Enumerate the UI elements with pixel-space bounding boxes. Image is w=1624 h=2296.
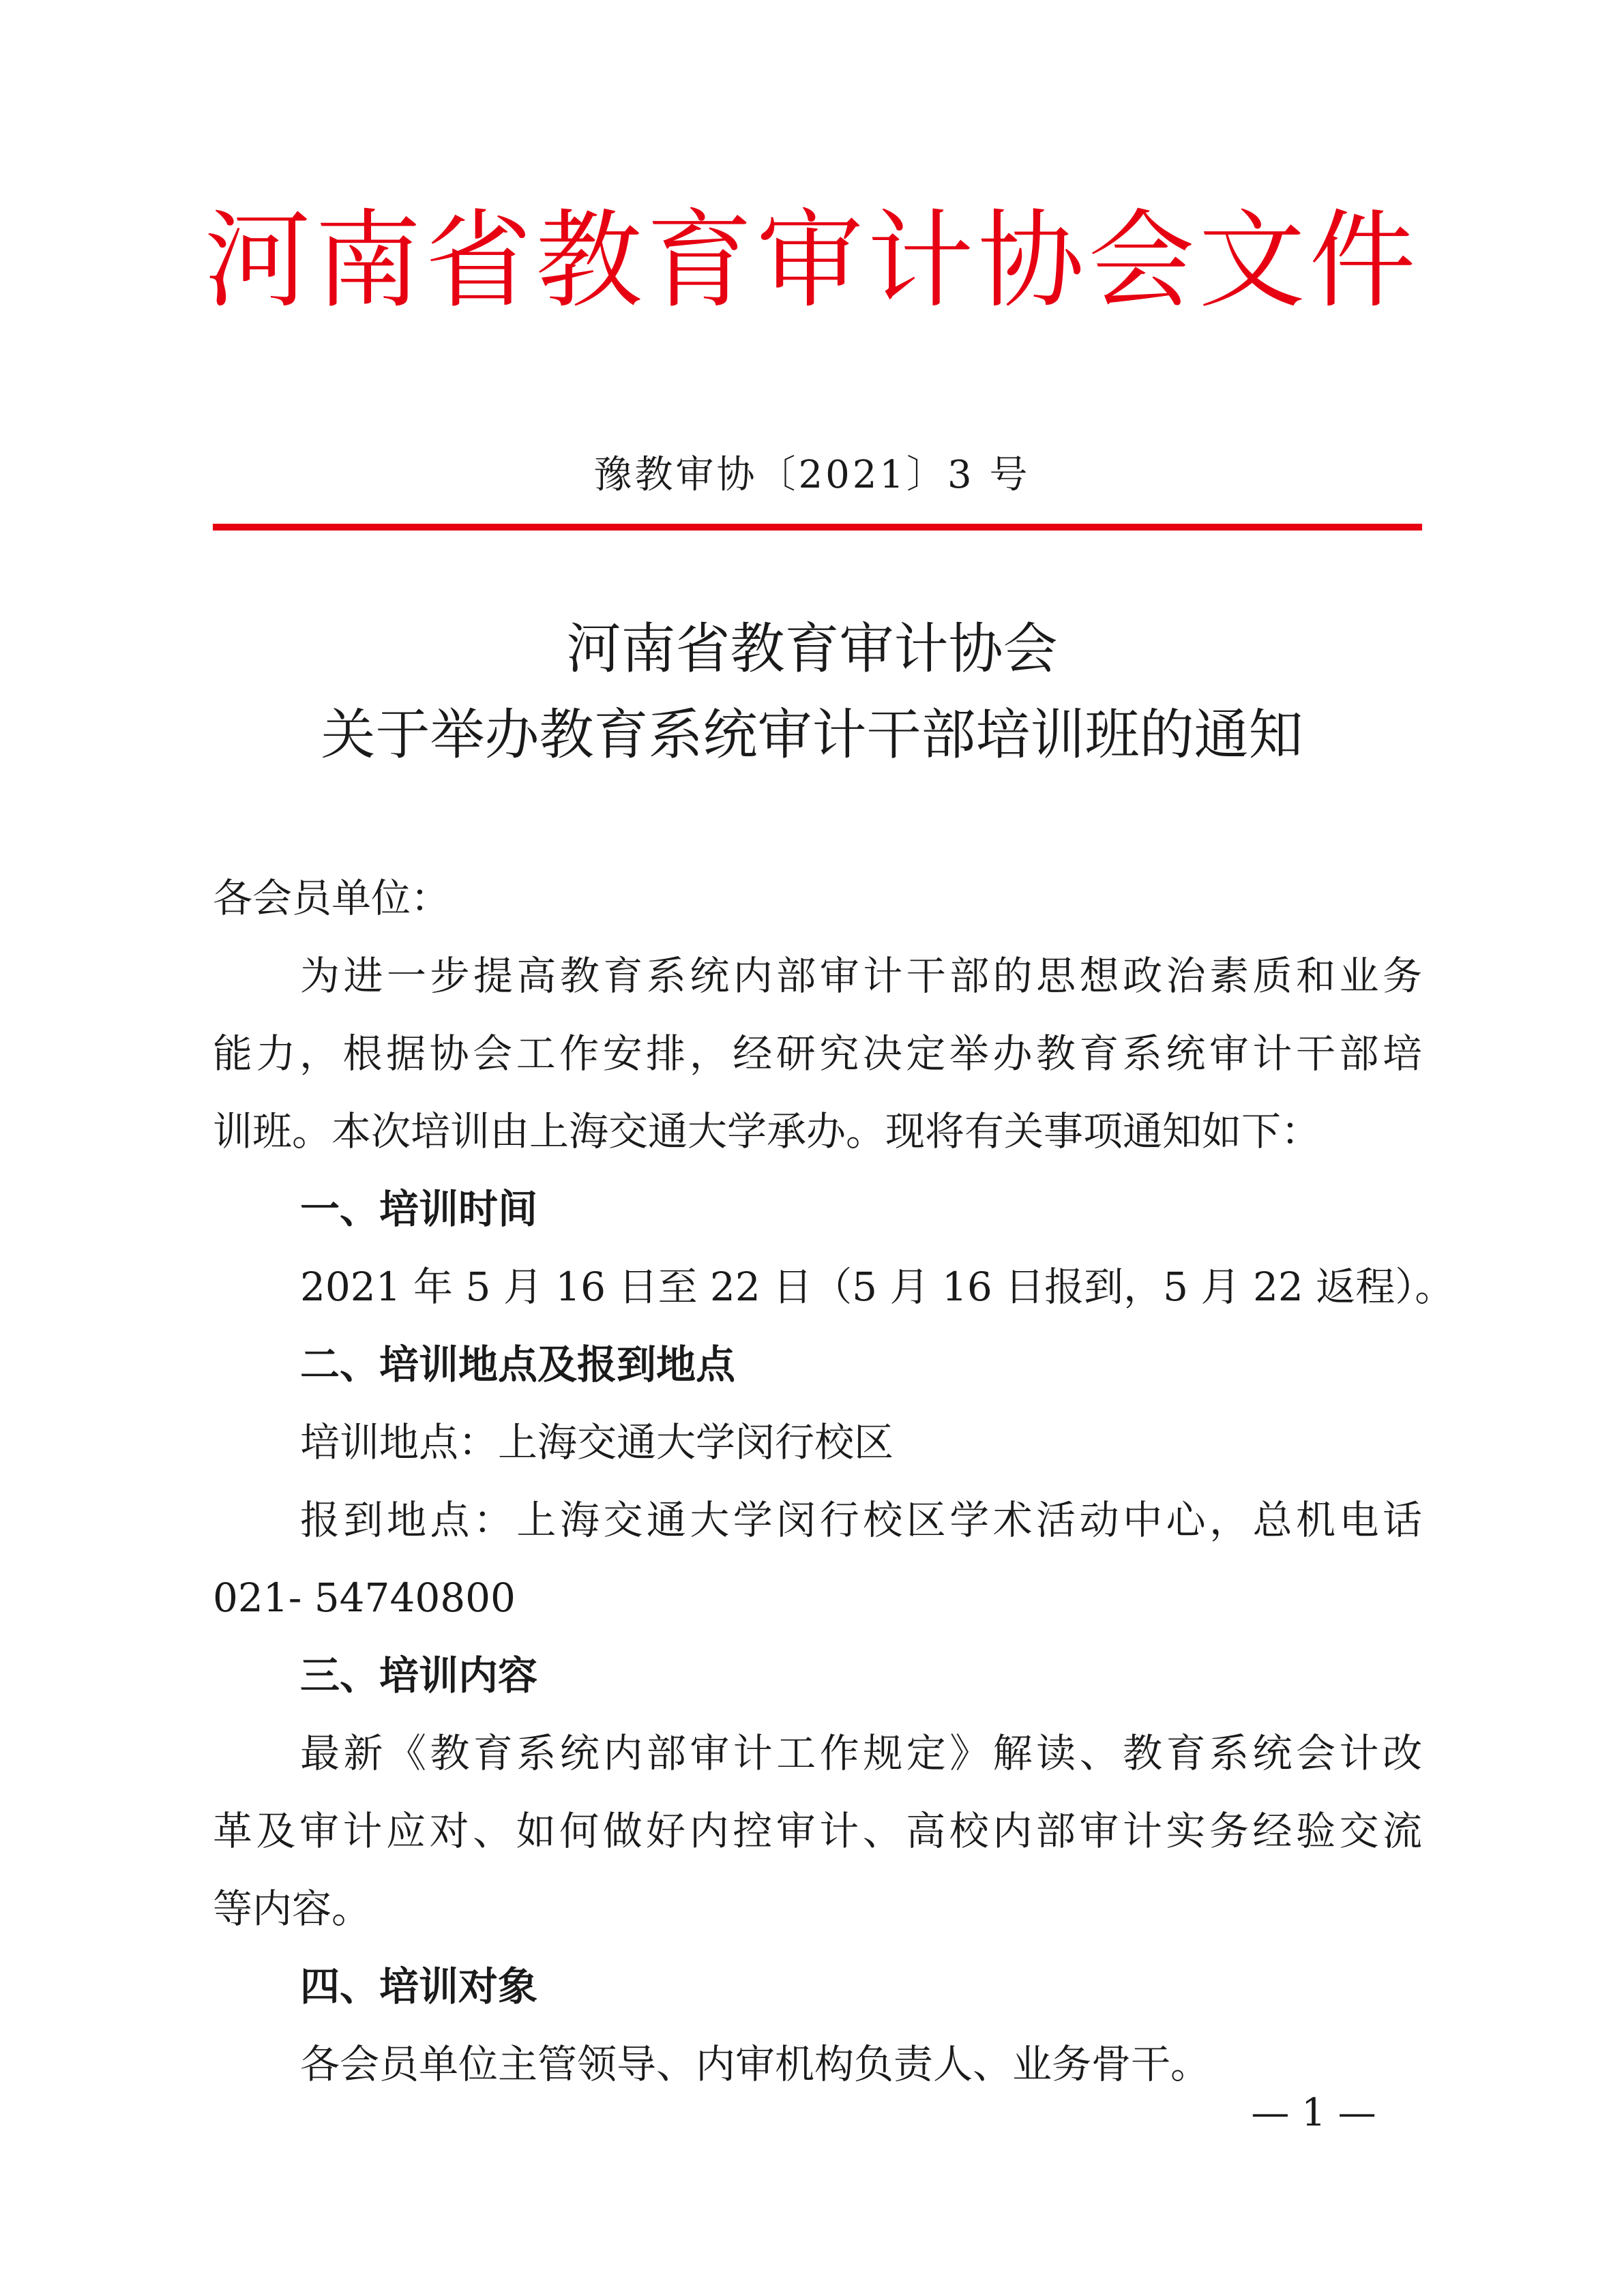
notice-title-line-2: 关于举办教育系统审计干部培训班的通知 — [321, 703, 1303, 766]
section-heading-participants: 四、培训对象 — [300, 1963, 538, 2010]
section-heading-content: 三、培训内容 — [300, 1652, 538, 1699]
registration-location-text: 报到地点：上海交通大学闵行校区学术活动中心，总机电话 — [300, 1497, 1422, 1543]
intro-paragraph-line: 训班。本次培训由上海交通大学承办。现将有关事项通知如下： — [213, 1108, 1321, 1154]
issuing-org-header: 河南省教育审计协会文件 — [204, 198, 1420, 323]
document-number: 豫教审协〔2021〕3 号 — [593, 453, 1031, 497]
switchboard-phone-number: 021- 54740800 — [213, 1575, 516, 1621]
red-divider-line — [213, 524, 1422, 531]
section-content-line: 革及审计应对、如何做好内控审计、高校内部审计实务经验交流 — [213, 1808, 1422, 1854]
section-heading-time: 一、培训时间 — [300, 1186, 538, 1232]
section-participants-text: 各会员单位主管领导、内审机构负责人、业务骨干。 — [300, 2041, 1211, 2087]
notice-title-line-1: 河南省教育审计协会 — [566, 617, 1058, 681]
intro-paragraph-line: 能力，根据协会工作安排，经研究决定举办教育系统审计干部培 — [213, 1030, 1422, 1077]
section-time-text: 2021 年 5 月 16 日至 22 日（5 月 16 日报到，5 月 22 返程）。 — [300, 1264, 1455, 1310]
salutation: 各会员单位： — [213, 875, 451, 921]
training-location-text: 培训地点：上海交通大学闵行校区 — [300, 1419, 894, 1465]
page-number: — 1 — — [1251, 2091, 1376, 2135]
section-content-line: 等内容。 — [213, 1885, 372, 1932]
section-content-line: 最新《教育系统内部审计工作规定》解读、教育系统会计改 — [300, 1730, 1422, 1776]
intro-paragraph-line: 为进一步提高教育系统内部审计干部的思想政治素质和业务 — [300, 953, 1422, 999]
section-heading-location: 二、培训地点及报到地点 — [300, 1341, 736, 1388]
